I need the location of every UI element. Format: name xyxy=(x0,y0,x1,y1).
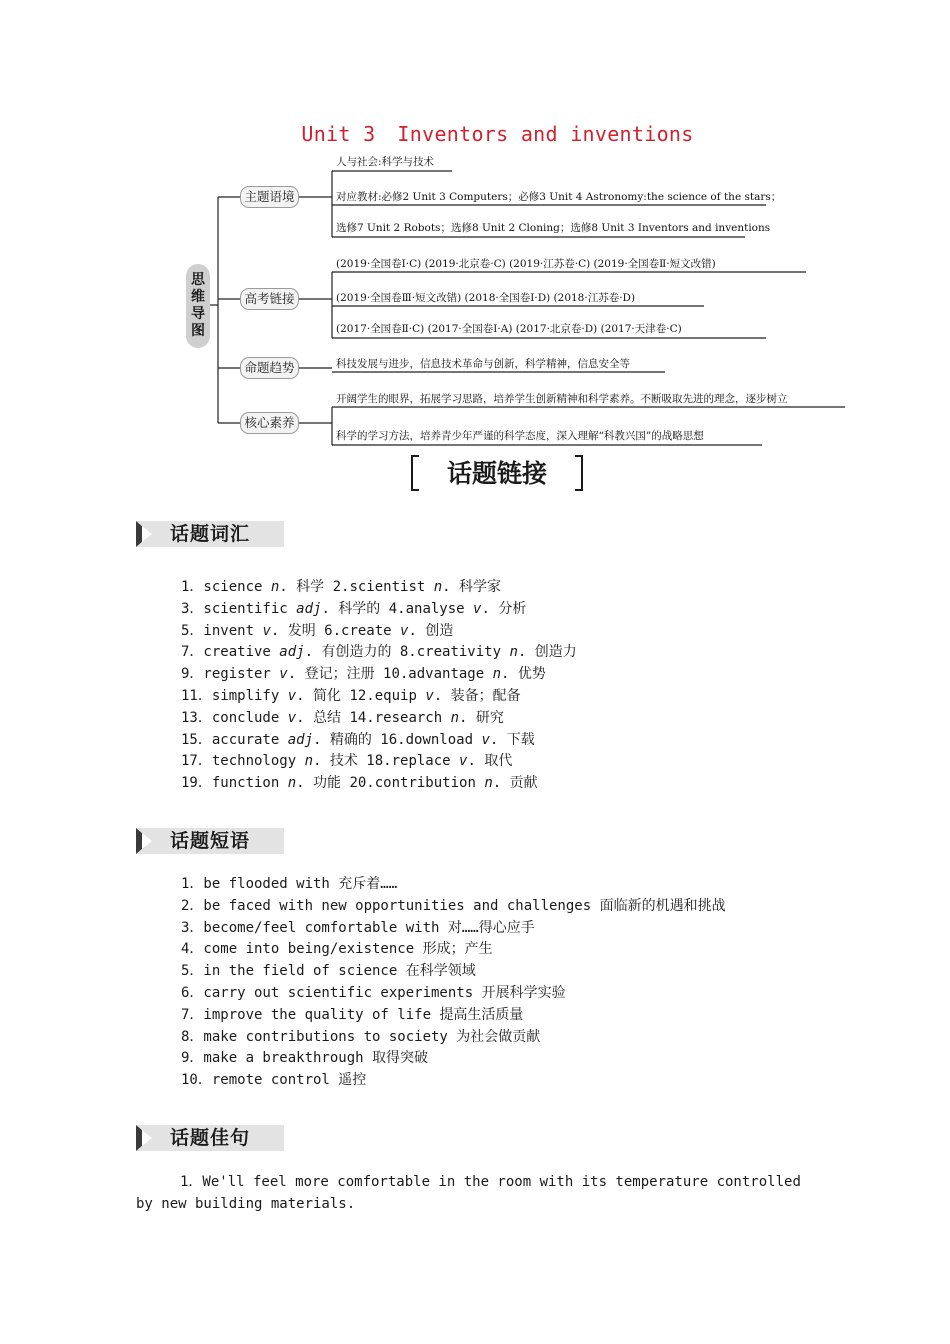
part-of-speech: v xyxy=(279,666,288,683)
unit-name: Inventors and inventions xyxy=(397,122,694,146)
exam-line-1: (2019·全国卷Ⅰ·C) (2019·北京卷·C) (2019·江苏卷·C) (2019·全国卷Ⅱ·短文改错) xyxy=(336,258,716,270)
arrow-inner xyxy=(142,1130,152,1146)
root-char: 维 xyxy=(191,289,205,305)
vocab-text: . 功能 20.contribution xyxy=(296,775,485,792)
vocab-text: . 创造 xyxy=(408,622,454,639)
vocab-text: . 装备；配备 xyxy=(433,687,521,704)
vocab-text: . 取代 xyxy=(467,753,513,770)
theme-line-3: 选修7 Unit 2 Robots；选修8 Unit 2 Cloning；选修8 Unit 3 Inventors and inventions xyxy=(336,222,771,234)
part-of-speech: v xyxy=(287,687,297,704)
list-item xyxy=(181,621,577,643)
vocab-text: . 有创造力的 8.creativity xyxy=(304,644,510,661)
vocab-text: . 总结 14.research xyxy=(296,709,451,726)
section-title: 话题词汇 xyxy=(170,523,251,545)
part-of-speech: n xyxy=(509,644,518,661)
part-of-speech: v xyxy=(287,709,297,726)
vocab-text: 7．creative xyxy=(181,644,280,661)
branch-theme: 主题语境 xyxy=(240,186,299,208)
section-heading-phrases xyxy=(136,828,284,854)
root-char: 导 xyxy=(191,306,205,322)
part-of-speech: v xyxy=(473,600,482,617)
vocab-text: . 简化 12.equip xyxy=(296,687,426,704)
root-char: 思 xyxy=(191,272,205,288)
arrow-inner xyxy=(142,526,152,542)
list-item: 5．in the field of science 在科学领域 xyxy=(181,963,476,980)
section-title: 话题短语 xyxy=(170,830,251,852)
list-item: 4．come into being/existence 形成；产生 xyxy=(181,941,493,958)
vocab-text: . 登记；注册 10.advantage xyxy=(287,666,493,683)
list-item xyxy=(181,577,577,599)
topic-links-banner xyxy=(411,455,583,493)
arrow-inner xyxy=(142,833,152,849)
list-item: 1．be flooded with 充斥着…… xyxy=(181,876,398,892)
list-item xyxy=(181,773,577,795)
vocab-text: . 精确的 16.download xyxy=(313,731,482,748)
vocab-text: 11．simplify xyxy=(181,687,288,704)
branch-exam-links: 高考链接 xyxy=(240,288,299,310)
list-item xyxy=(181,664,577,686)
phrase-list xyxy=(181,874,726,1092)
vocab-text: . 科学 2.scientist xyxy=(279,579,434,595)
vocab-text: . 科学家 xyxy=(442,579,502,595)
exam-line-2: (2019·全国卷Ⅲ·短文改错) (2018·全国卷Ⅰ·D) (2018·江苏卷·D) xyxy=(336,292,636,304)
branch-core-literacy: 核心素养 xyxy=(240,412,299,434)
vocab-text: . 研究 xyxy=(459,709,504,726)
vocab-list xyxy=(181,577,577,795)
list-item: 10．remote control 遥控 xyxy=(181,1072,367,1089)
list-item xyxy=(181,751,577,773)
part-of-speech: n xyxy=(450,709,460,726)
mindmap-root xyxy=(186,264,210,348)
part-of-speech: v xyxy=(262,622,271,639)
part-of-speech: n xyxy=(287,775,297,792)
vocab-text: . 技术 18.replace xyxy=(313,753,460,770)
branch-trends: 命题趋势 xyxy=(240,357,299,379)
part-of-speech: adj xyxy=(296,600,322,617)
list-item: 6．carry out scientific experiments 开展科学实验 xyxy=(181,984,566,1001)
list-item: 9．make a breakthrough 取得突破 xyxy=(181,1050,429,1067)
vocab-text: 5．invent xyxy=(181,622,263,639)
list-item: 2．be faced with new opportunities and challenges 面临新的机遇和挑战 xyxy=(181,897,726,914)
part-of-speech: n xyxy=(492,666,502,683)
vocab-text: 17．technology xyxy=(181,753,305,770)
vocab-text: . 分析 xyxy=(481,600,527,617)
vocab-text: . 优势 xyxy=(501,666,546,683)
root-char: 图 xyxy=(191,323,205,339)
theme-line-1: 人与社会:科学与技术 xyxy=(336,156,435,168)
vocab-text: 15．accurate xyxy=(181,731,288,748)
list-item xyxy=(181,708,577,730)
part-of-speech: n xyxy=(433,579,443,595)
vocab-text: . 贡献 xyxy=(492,775,538,792)
part-of-speech: adj xyxy=(287,731,314,748)
list-item: 7．improve the quality of life 提高生活质量 xyxy=(181,1006,524,1023)
part-of-speech: n xyxy=(304,753,314,770)
part-of-speech: n xyxy=(484,775,493,792)
part-of-speech: v xyxy=(400,622,409,639)
sentence-item: 1．We'll feel more comfortable in the room with its temperature controlled by new building materials. xyxy=(136,1174,801,1212)
part-of-speech: n xyxy=(270,579,280,595)
list-item xyxy=(181,642,577,664)
list-item: 8．make contributions to society 为社会做贡献 xyxy=(181,1028,541,1045)
theme-line-2: 对应教材:必修2 Unit 3 Computers；必修3 Unit 4 Astronomy:the science of the stars； xyxy=(336,191,782,203)
part-of-speech: v xyxy=(481,731,490,748)
vocab-text: 13．conclude xyxy=(181,709,288,726)
unit-number: Unit 3 xyxy=(301,122,376,146)
vocab-text: 1．science xyxy=(181,579,271,595)
core-line-2: 科学的学习方法，培养青少年严谨的科学态度，深入理解“科教兴国”的战略思想 xyxy=(336,430,704,442)
section-heading-vocab xyxy=(136,521,284,547)
vocab-text: 3．scientific xyxy=(181,600,297,617)
list-item xyxy=(181,599,577,621)
vocab-text: . 下载 xyxy=(489,731,535,748)
vocab-text: . 科学的 4.analyse xyxy=(321,600,474,617)
list-item: 3．become/feel comfortable with 对……得心应手 xyxy=(181,919,535,936)
core-line-1: 开阔学生的眼界，拓展学习思路，培养学生创新精神和科学素养。不断吸取先进的理念，逐步树立 xyxy=(336,393,788,405)
bracket-left xyxy=(411,455,419,491)
trend-line-1: 科技发展与进步，信息技术革命与创新，科学精神，信息安全等 xyxy=(336,358,630,370)
part-of-speech: v xyxy=(425,687,434,704)
vocab-text: . 创造力 xyxy=(517,644,577,661)
section-heading-sentences xyxy=(136,1125,284,1151)
part-of-speech: adj xyxy=(279,644,305,661)
exam-line-3: (2017·全国卷Ⅱ·C) (2017·全国卷Ⅰ·A) (2017·北京卷·D) (2017·天津卷·C) xyxy=(336,323,682,335)
vocab-text: 9．register xyxy=(181,666,280,683)
part-of-speech: v xyxy=(459,753,468,770)
list-item xyxy=(181,686,577,708)
list-item xyxy=(181,730,577,752)
section-title: 话题佳句 xyxy=(170,1127,251,1149)
vocab-text: 19．function xyxy=(181,775,288,792)
banner-text: 话题链接 xyxy=(446,459,547,488)
bracket-right xyxy=(575,455,583,491)
vocab-text: . 发明 6.create xyxy=(270,622,401,639)
